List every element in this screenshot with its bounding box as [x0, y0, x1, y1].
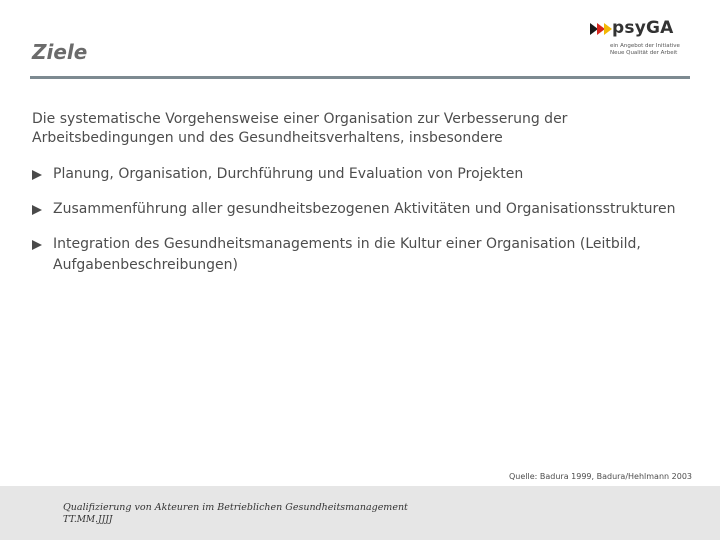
- bullet-item: [32, 199, 692, 220]
- bullet-text: Zusammenführung aller gesundheitsbezogenen Aktivitäten und Organisationsstrukturen: [53, 201, 676, 217]
- logo-tagline-line-1: ein Angebot der Initiative: [610, 43, 680, 49]
- bullet-item: [32, 234, 692, 276]
- bullet-item: [32, 164, 692, 185]
- logo-tagline-line-2: Neue Qualität der Arbeit: [610, 50, 678, 56]
- triangle-bullet-icon: [32, 240, 42, 250]
- slide-title: Ziele: [32, 40, 88, 64]
- footer-bar: [0, 486, 720, 540]
- triangle-bullet-icon: [32, 170, 42, 180]
- logo-wordmark: psyGA: [612, 18, 674, 38]
- source-citation: Quelle: Badura 1999, Badura/Hehlmann 2003: [508, 472, 692, 481]
- logo-arrows-icon: [590, 23, 614, 35]
- footer-title: Qualifizierung von Akteuren im Betrieblichen Gesundheitsmanagement: [63, 502, 408, 513]
- triangle-bullet-icon: [32, 205, 42, 215]
- psyga-logo: [590, 18, 700, 66]
- bullet-text: Integration des Gesundheitsmanagements in die Kultur einer Organisation (Leitbild, Aufgabenbeschreibungen): [53, 236, 641, 273]
- footer-date: TT.MM.JJJJ: [63, 515, 113, 525]
- intro-text: Die systematische Vorgehensweise einer Organisation zur Verbesserung der Arbeitsbedingungen und des Gesundheitsverhaltens, insbesondere: [32, 111, 568, 146]
- logo-tagline: [610, 43, 680, 57]
- title-divider: [30, 76, 690, 79]
- bullet-text: Planung, Organisation, Durchführung und Evaluation von Projekten: [53, 166, 524, 182]
- bullet-list: [32, 164, 692, 276]
